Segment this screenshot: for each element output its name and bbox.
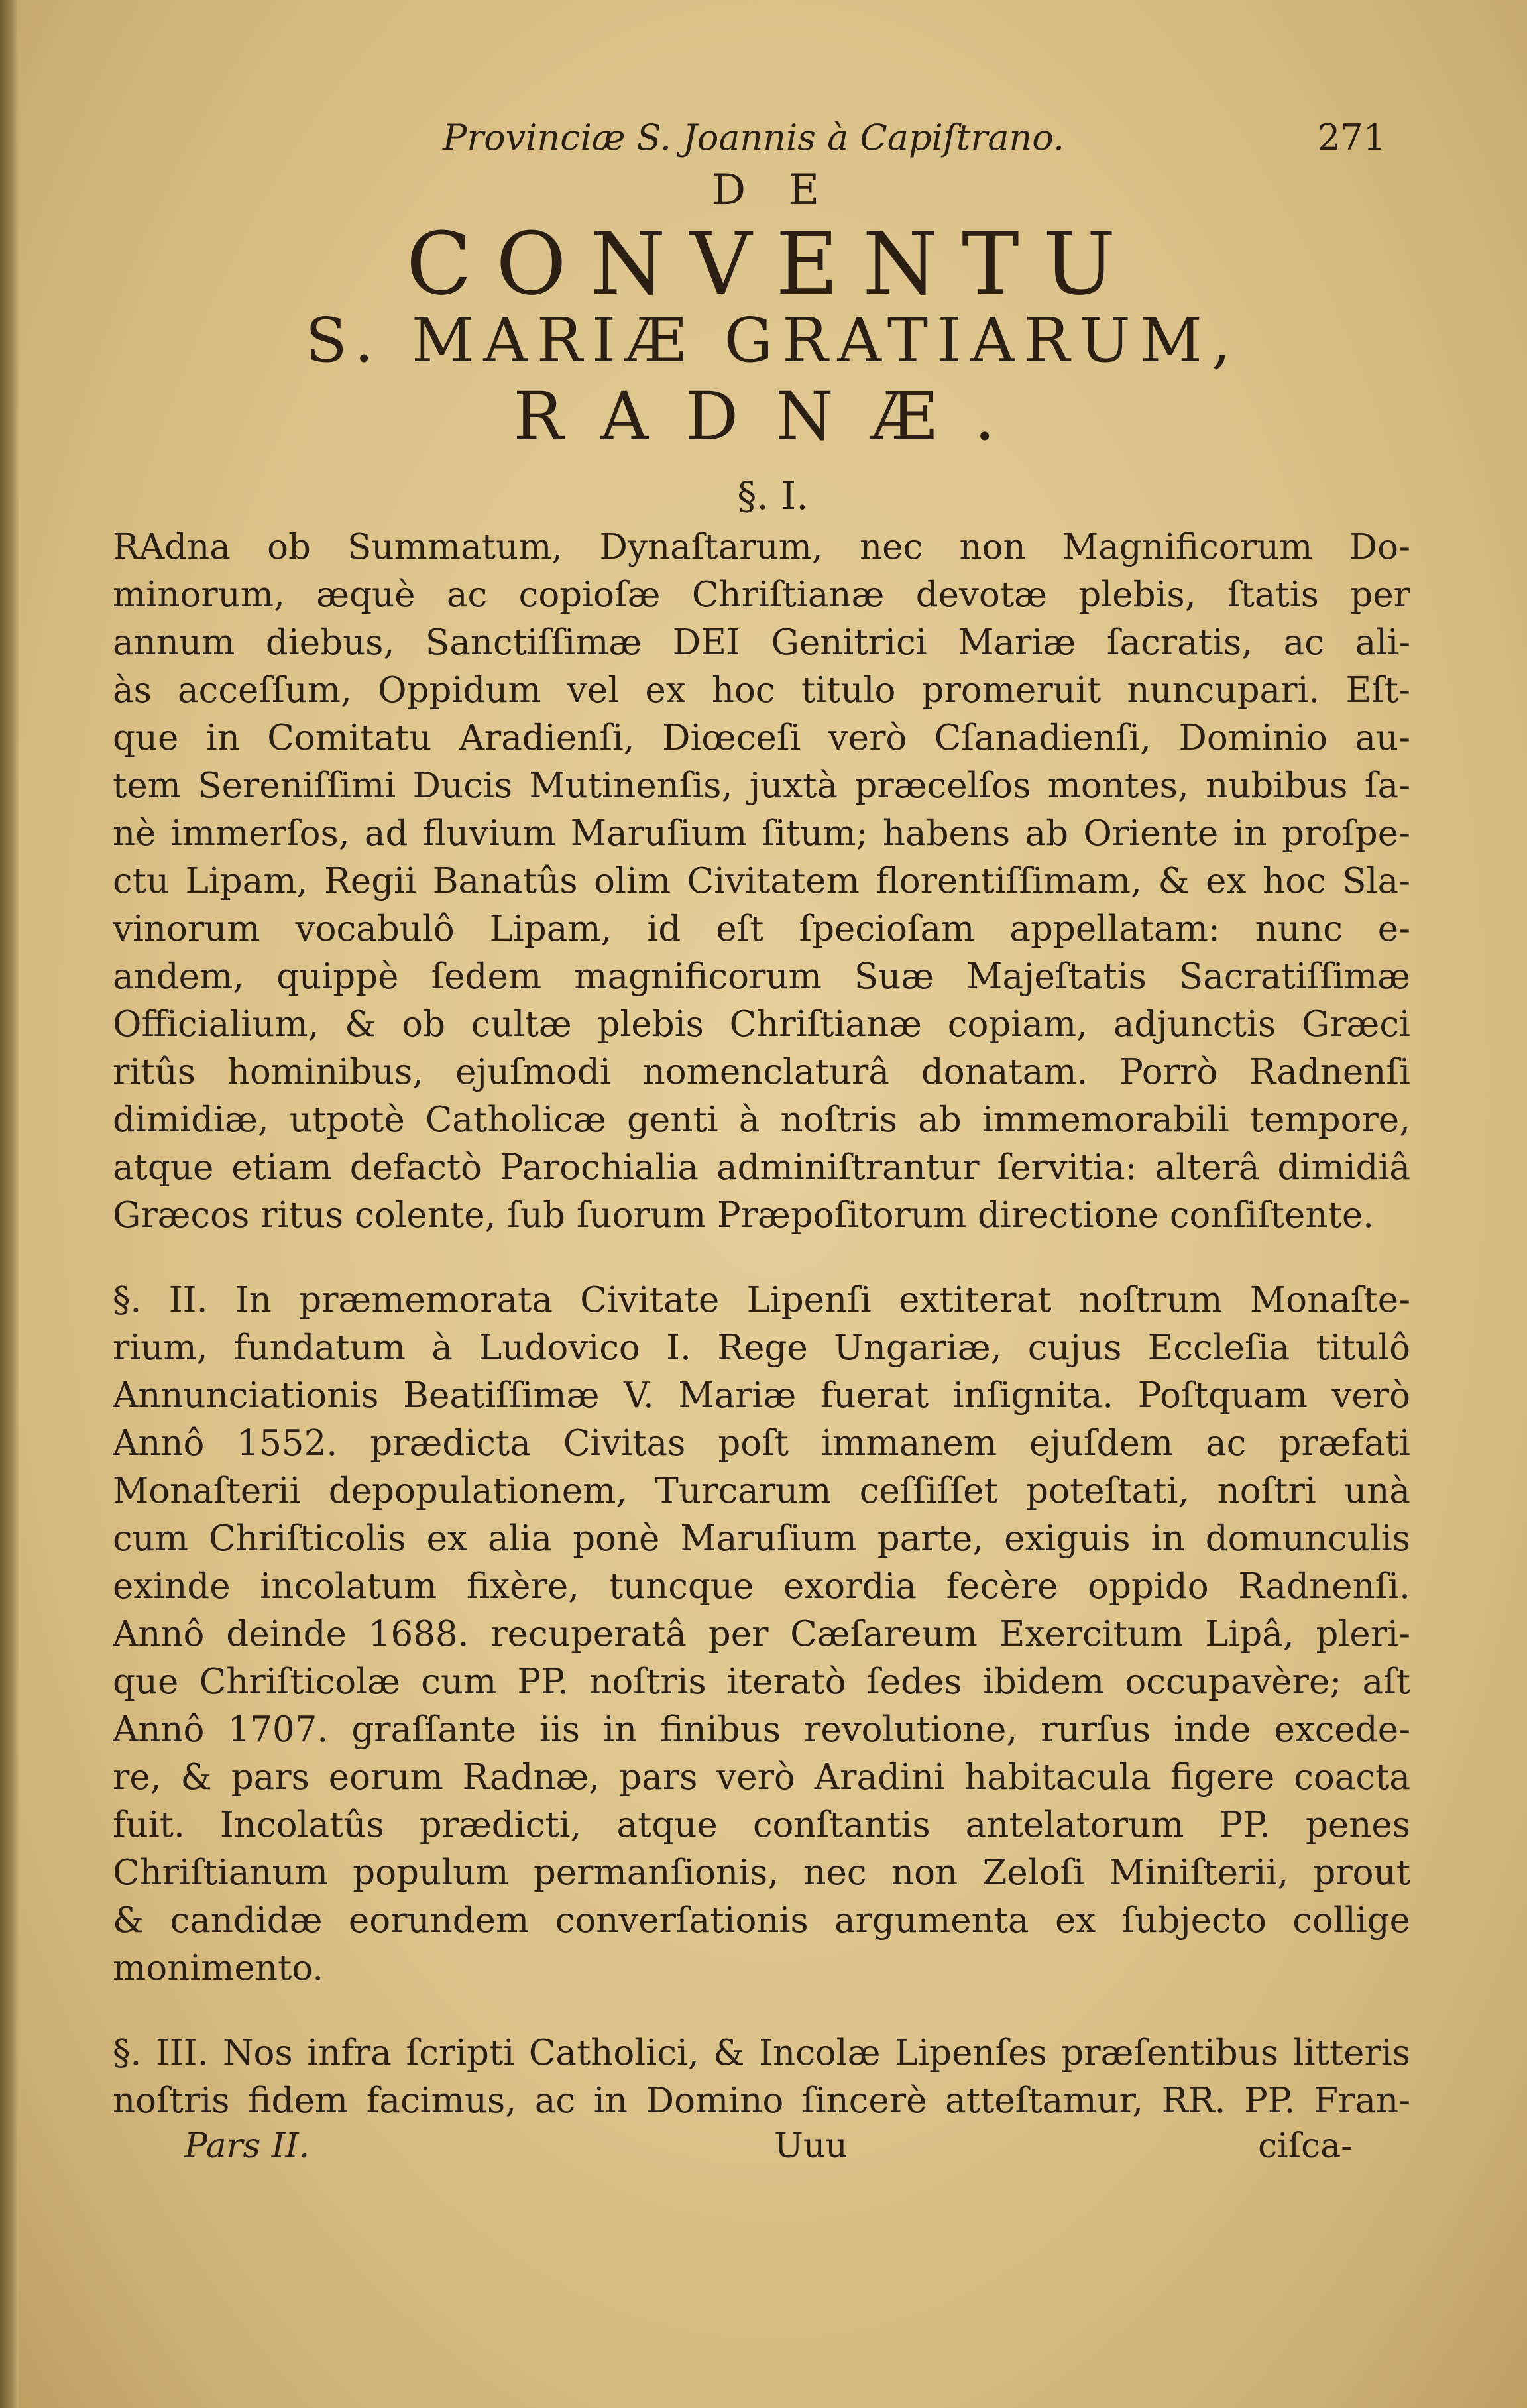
text-line: & candidæ eorundem converſationis argumenta ex ſubjecto collige	[113, 1900, 1410, 1941]
text-line: Annunciationis Beatiſſimæ V. Mariæ fuerat inſignita. Poſtquam verò	[113, 1375, 1410, 1416]
text-line: ritûs hominibus, ejuſmodi nomenclaturâ donatam. Porrò Radnenſi	[113, 1052, 1410, 1092]
text-line: às acceſſum, Oppidum vel ex hoc titulo promeruit nuncupari. Eſt-	[113, 670, 1410, 711]
text-line: ctu Lipam, Regii Banatûs olim Civitatem florentiſſimam, & ex hoc Sla-	[113, 861, 1410, 901]
text-line: §. III. Nos infra ſcripti Catholici, & Incolæ Lipenſes præſentibus litteris	[113, 2033, 1410, 2073]
part-marker: Pars II.	[184, 2126, 310, 2166]
text-line: atque etiam defactò Parochialia adminiſtrantur ſervitia: alterâ dimidiâ	[113, 1147, 1410, 1188]
text-line: monimento.	[113, 1948, 324, 1988]
title-radnae: RADNÆ.	[513, 378, 1033, 455]
title-de: D E	[711, 166, 834, 215]
text-line: fuit. Incolatûs prædicti, atque conſtantis antelatorum PP. penes	[113, 1805, 1410, 1845]
text-line: exinde incolatum fixère, tuncque exordia fecère oppido Radnenſi.	[113, 1566, 1410, 1607]
text-line: Græcos ritus colente, ſub ſuorum Præpoſitorum directione conſiſtente.	[113, 1195, 1375, 1235]
text-line: §. II. In præmemorata Civitate Lipenſi extiterat noſtrum Monaſte-	[113, 1280, 1410, 1320]
title-mariae-gratiarum: S. MARIÆ GRATIARUM,	[305, 305, 1241, 376]
text-line: andem, quippè ſedem magnificorum Suæ Majeſtatis Sacratiſſimæ	[113, 956, 1410, 997]
text-line: dimidiæ, utpotè Catholicæ genti à noſtris ab immemorabili tempore,	[113, 1100, 1410, 1140]
paragraph-2	[113, 1277, 1410, 1992]
text-line: RAdna ob Summatum, Dynaſtarum, nec non Magnificorum Do-	[113, 527, 1410, 567]
page-number: 271	[1318, 117, 1386, 158]
text-line: cum Chriſticolis ex alia ponè Maruſium parte, exiguis in domunculis	[113, 1519, 1410, 1559]
text-line: nè immerſos, ad fluvium Maruſium ſitum; habens ab Oriente in proſpe-	[113, 813, 1410, 854]
text-line: Annô 1707. graſſante iis in finibus revolutione, rurſus inde excede-	[113, 1709, 1410, 1750]
section-mark: §. I.	[737, 473, 809, 518]
catchword: ciſca-	[1258, 2126, 1353, 2166]
text-line: que in Comitatu Aradienſi, Diœceſi verò Cſanadienſi, Dominio au-	[113, 718, 1410, 758]
title-conventu: CONVENTU	[406, 213, 1140, 314]
text-line: tem Sereniſſimi Ducis Mutinenſis, juxtà præcelſos montes, nubibus ſa-	[113, 766, 1410, 806]
paragraph-3	[113, 2030, 1410, 2125]
text-line: rium, fundatum à Ludovico I. Rege Ungariæ, cujus Eccleſia titulô	[113, 1328, 1410, 1368]
book-page	[19, 0, 1527, 2408]
text-line: noſtris fidem facimus, ac in Domino ſincerè atteſtamur, RR. PP. Fran-	[113, 2081, 1410, 2121]
text-line: annum diebus, Sanctiſſimæ DEI Genitrici Mariæ ſacratis, ac ali-	[113, 622, 1410, 663]
text-line: Annô deinde 1688. recuperatâ per Cæſareum Exercitum Lipâ, pleri-	[113, 1614, 1410, 1654]
text-line: que Chriſticolæ cum PP. noſtris iteratò ſedes ibidem occupavère; aſt	[113, 1662, 1410, 1702]
running-title: Provinciæ S. Joannis à Capiſtrano.	[443, 117, 1065, 158]
text-line: Officialium, & ob cultæ plebis Chriſtianæ copiam, adjunctis Græci	[113, 1004, 1410, 1045]
text-line: re, & pars eorum Radnæ, pars verò Aradini habitacula figere coacta	[113, 1757, 1410, 1798]
book-gutter	[0, 0, 19, 2408]
text-line: Annô 1552. prædicta Civitas poſt immanem ejuſdem ac præfati	[113, 1423, 1410, 1463]
text-line: vinorum vocabulô Lipam, id eſt ſpecioſam appellatam: nunc e-	[113, 909, 1410, 949]
text-line: Monaſterii depopulationem, Turcarum ceſſiſſet poteſtati, noſtri unà	[113, 1471, 1410, 1511]
signature-mark: Uuu	[774, 2126, 848, 2166]
text-line: Chriſtianum populum permanſionis, nec non Zeloſi Miniſterii, prout	[113, 1853, 1410, 1893]
text-line: minorum, æquè ac copioſæ Chriſtianæ devotæ plebis, ſtatis per	[113, 575, 1410, 615]
paragraph-1	[113, 524, 1410, 1239]
